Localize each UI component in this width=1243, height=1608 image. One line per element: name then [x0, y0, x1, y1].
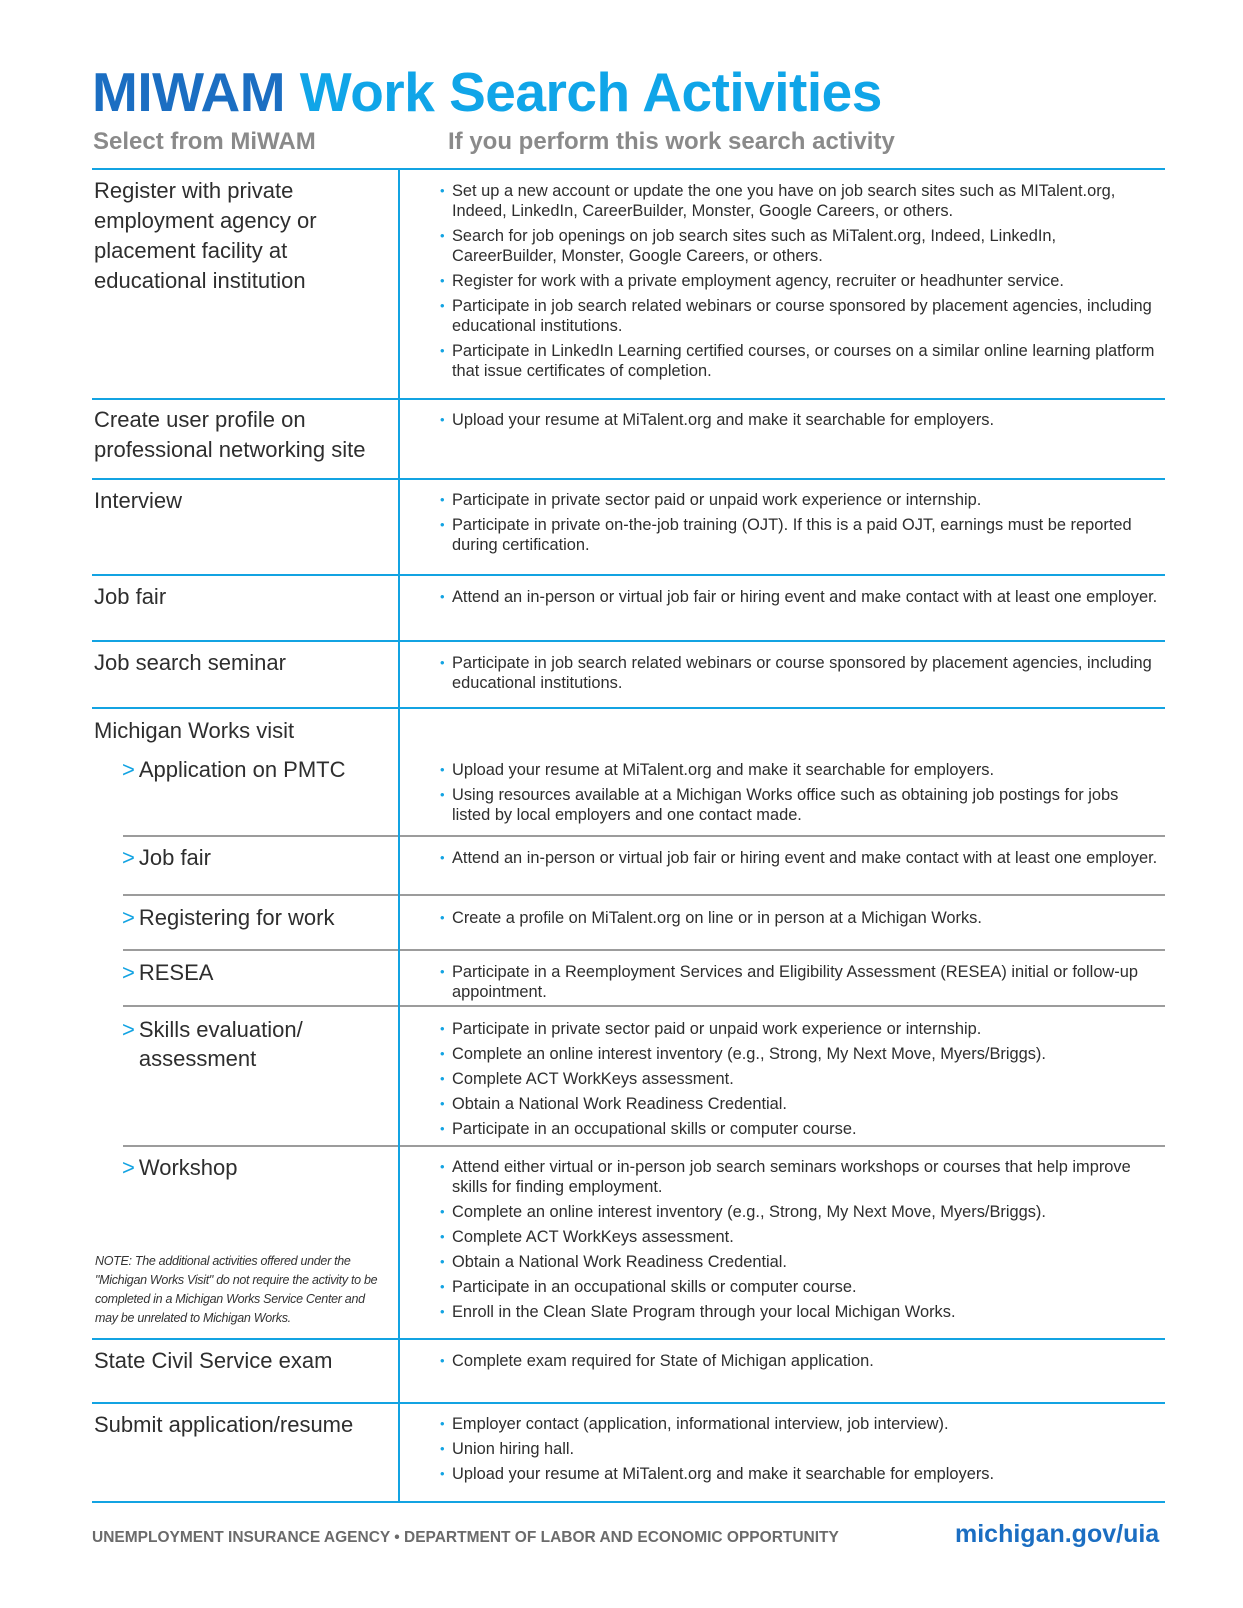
- bullet-item: • Obtain a National Work Readiness Credential.: [440, 1094, 1160, 1114]
- row-divider: [92, 640, 1165, 642]
- sub-activity-label: > Skills evaluation/ assessment: [122, 1017, 303, 1071]
- bullet-item: • Complete exam required for State of Michigan application.: [440, 1351, 1160, 1371]
- bullet-item: • Complete an online interest inventory (e.g., Strong, My Next Move, Myers/Briggs).: [440, 1044, 1160, 1064]
- activity-bullets: [440, 410, 1160, 435]
- bullet-item: • Complete ACT WorkKeys assessment.: [440, 1227, 1160, 1247]
- bullet-item: • Participate in an occupational skills or computer course.: [440, 1277, 1160, 1297]
- column-header-right: If you perform this work search activity: [448, 128, 895, 155]
- activity-label: Job fair: [94, 584, 167, 609]
- bullet-item: • Upload your resume at MiTalent.org and make it searchable for employers.: [440, 760, 1160, 780]
- column-divider: [398, 168, 400, 1503]
- activity-bullets: [440, 490, 1160, 560]
- sub-activity-label: > Job fair: [122, 845, 212, 870]
- sub-activity-label: > RESEA: [122, 960, 214, 985]
- subrow-divider: [123, 1145, 1165, 1147]
- footer-website-link[interactable]: michigan.gov/uia: [955, 1520, 1160, 1548]
- activity-bullets: [440, 587, 1160, 612]
- bullet-item: • Employer contact (application, informational interview, job interview).: [440, 1414, 1160, 1434]
- bullet-item: • Union hiring hall.: [440, 1439, 1160, 1459]
- sub-activity-label: > Application on PMTC: [122, 757, 346, 782]
- michigan-works-note: NOTE: The additional activities offered under the "Michigan Works Visit" do not require the activity to be completed in a Michigan Works Service Center and may be unrelated to Michigan Works.: [95, 1254, 378, 1325]
- subrow-divider: [123, 835, 1165, 837]
- activity-bullets: [440, 1351, 1160, 1376]
- bullet-item: • Create a profile on MiTalent.org on line or in person at a Michigan Works.: [440, 908, 1160, 928]
- bullet-item: • Participate in private sector paid or unpaid work experience or internship.: [440, 490, 1160, 510]
- activity-label: Michigan Works visit: [94, 718, 295, 743]
- bullet-item: • Attend an in-person or virtual job fair or hiring event and make contact with at least one employer.: [440, 848, 1160, 868]
- activity-bullets: [440, 1157, 1160, 1327]
- chevron-right-icon: >: [122, 1155, 135, 1180]
- bullet-item: • Participate in private sector paid or unpaid work experience or internship.: [440, 1019, 1160, 1039]
- bullet-item: • Obtain a National Work Readiness Credential.: [440, 1252, 1160, 1272]
- bullet-item: • Participate in an occupational skills or computer course.: [440, 1119, 1160, 1139]
- footer-agency: UNEMPLOYMENT INSURANCE AGENCY • DEPARTMENT OF LABOR AND ECONOMIC OPPORTUNITY: [92, 1529, 839, 1546]
- subrow-divider: [123, 949, 1165, 951]
- bullet-item: • Set up a new account or update the one you have on job search sites such as MITalent.org, Indeed, LinkedIn, CareerBuilder, Monster, Google Careers, or others.: [440, 181, 1160, 221]
- row-divider: [92, 398, 1165, 400]
- bullet-item: • Attend an in-person or virtual job fair or hiring event and make contact with at least one employer.: [440, 587, 1160, 607]
- table-bottom-rule: [92, 1501, 1165, 1503]
- bullet-item: • Participate in job search related webinars or course sponsored by placement agencies, including educational institutions.: [440, 296, 1160, 336]
- row-divider: [92, 707, 1165, 709]
- title-part1: MIWAM: [92, 61, 286, 123]
- activity-bullets: [440, 1414, 1160, 1489]
- chevron-right-icon: >: [122, 1017, 135, 1042]
- activity-bullets: [440, 181, 1160, 386]
- subrow-divider: [123, 894, 1165, 896]
- bullet-item: • Participate in LinkedIn Learning certified courses, or courses on a similar online learning platform that issue certificates of completion.: [440, 341, 1160, 381]
- chevron-right-icon: >: [122, 905, 135, 930]
- activity-label: Job search seminar: [94, 650, 286, 675]
- activity-label: Submit application/resume: [94, 1412, 354, 1437]
- bullet-item: • Search for job openings on job search sites such as MiTalent.org, Indeed, LinkedIn, CareerBuilder, Monster, Google Careers, or others.: [440, 226, 1160, 266]
- chevron-right-icon: >: [122, 757, 135, 782]
- bullet-item: • Participate in a Reemployment Services and Eligibility Assessment (RESEA) initial or follow-up appointment.: [440, 962, 1160, 1002]
- page-title: [92, 60, 882, 124]
- row-divider: [92, 574, 1165, 576]
- title-part2: Work Search Activities: [299, 61, 882, 123]
- bullet-item: • Enroll in the Clean Slate Program through your local Michigan Works.: [440, 1302, 1160, 1322]
- chevron-right-icon: >: [122, 845, 135, 870]
- sub-activity-label: > Registering for work: [122, 905, 335, 930]
- bullet-item: • Participate in job search related webinars or course sponsored by placement agencies, including educational institutions.: [440, 653, 1160, 693]
- activity-label: State Civil Service exam: [94, 1348, 333, 1373]
- bullet-item: • Attend either virtual or in-person job search seminars workshops or courses that help improve skills for finding employment.: [440, 1157, 1160, 1197]
- bullet-item: • Complete an online interest inventory (e.g., Strong, My Next Move, Myers/Briggs).: [440, 1202, 1160, 1222]
- activity-bullets: [440, 653, 1160, 698]
- bullet-item: • Participate in private on-the-job training (OJT). If this is a paid OJT, earnings must be reported during certification.: [440, 515, 1160, 555]
- sub-activity-label: > Workshop: [122, 1155, 238, 1180]
- chevron-right-icon: >: [122, 960, 135, 985]
- activity-label: Register with private employment agency or placement facility at educational institution: [94, 178, 317, 293]
- activity-bullets: [440, 908, 1160, 933]
- row-divider: [92, 1402, 1165, 1404]
- bullet-item: • Upload your resume at MiTalent.org and make it searchable for employers.: [440, 410, 1160, 430]
- bullet-item: • Register for work with a private employment agency, recruiter or headhunter service.: [440, 271, 1160, 291]
- activity-bullets: [440, 962, 1160, 1007]
- activity-bullets: [440, 848, 1160, 873]
- activity-label: Interview: [94, 488, 183, 513]
- row-divider: [92, 1338, 1165, 1340]
- activity-label: Create user profile on professional networking site: [94, 407, 366, 462]
- bullet-item: • Upload your resume at MiTalent.org and make it searchable for employers.: [440, 1464, 1160, 1484]
- row-divider: [92, 478, 1165, 480]
- activity-bullets: [440, 760, 1160, 830]
- column-header-left: Select from MiWAM: [93, 128, 316, 155]
- bullet-item: • Complete ACT WorkKeys assessment.: [440, 1069, 1160, 1089]
- activity-bullets: [440, 1019, 1160, 1144]
- table-top-rule: [92, 168, 1165, 170]
- bullet-item: • Using resources available at a Michigan Works office such as obtaining job postings for jobs listed by local employers and one contact made.: [440, 785, 1160, 825]
